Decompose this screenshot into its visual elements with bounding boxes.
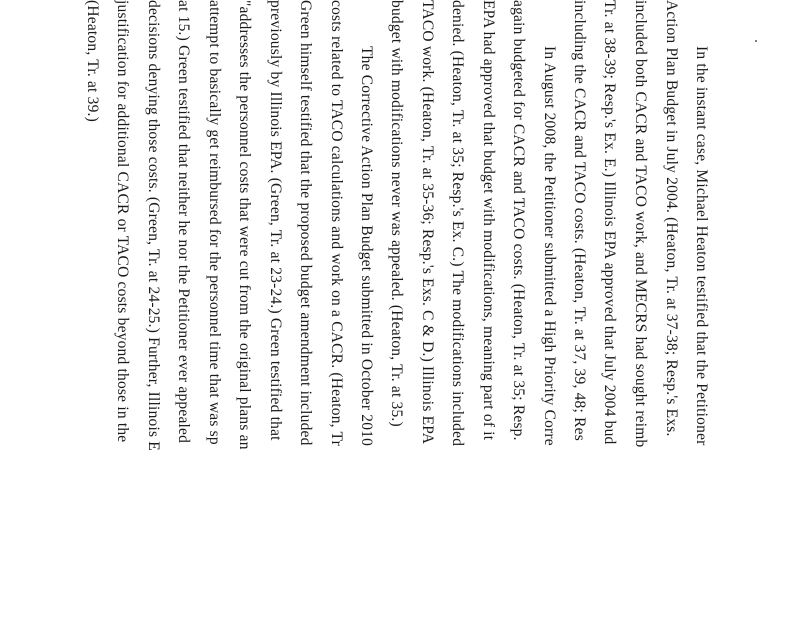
text-line: costs related to TACO calculations and work on a CACR. (Heaton, Tr	[328, 0, 345, 447]
text-line: Green himself testified that the proposed budget amendment included	[297, 0, 314, 446]
rotated-text-block	[84, 0, 710, 618]
scan-speck	[755, 40, 757, 42]
text-line: denied. (Heaton, Tr. at 35; Resp.'s Ex. C.) The modifications included	[449, 0, 466, 447]
text-line: at 15.) Green testified that neither he nor the Petitioner ever appealed	[175, 0, 192, 444]
text-line: justification for additional CACR or TACO costs beyond those in the	[114, 0, 131, 443]
text-line: attempt to basically get reimbursed for the personnel time that was sp	[206, 0, 223, 445]
text-line: In August 2008, the Petitioner submitted a High Priority Corre	[541, 46, 558, 446]
text-line: "addresses the personnel costs that were cut from the original plans an	[236, 0, 253, 450]
text-line: (Heaton, Tr. at 39.)	[84, 0, 101, 122]
text-line: again budgeted for CACR and TACO costs. (Heaton, Tr. at 35; Resp.	[510, 0, 527, 441]
text-line: decisions denying those costs. (Green, Tr. at 24-25.) Further, Illinois E	[145, 0, 162, 451]
text-line: The Corrective Action Plan Budget submitted in October 2010	[358, 46, 375, 447]
text-line: In the instant case, Michael Heaton testified that the Petitioner	[693, 46, 710, 446]
text-line: EPA had approved that budget with modifications, meaning part of it	[480, 0, 497, 441]
text-line: previously by Illinois EPA. (Green, Tr. at 23-24.) Green testified that	[267, 0, 284, 441]
text-line: Tr. at 38-39; Resp.'s Ex. E.) Illinois EPA approved that July 2004 bud	[601, 0, 618, 445]
text-line: budget with modifications never was appealed. (Heaton, Tr. at 35.)	[388, 0, 405, 427]
text-line: TACO work. (Heaton, Tr. at 35-36; Resp.'s Exs. C & D.) Illinois EPA	[419, 0, 436, 445]
text-line: included both CACR and TACO work, and MECRS had sought reimb	[632, 0, 649, 448]
text-line: including the CACR and TACO costs. (Heaton, Tr. at 37, 39, 48; Res	[571, 0, 588, 441]
text-line: Action Plan Budget in July 2004. (Heaton, Tr. at 37-38; Resp.'s Exs.	[663, 0, 680, 437]
